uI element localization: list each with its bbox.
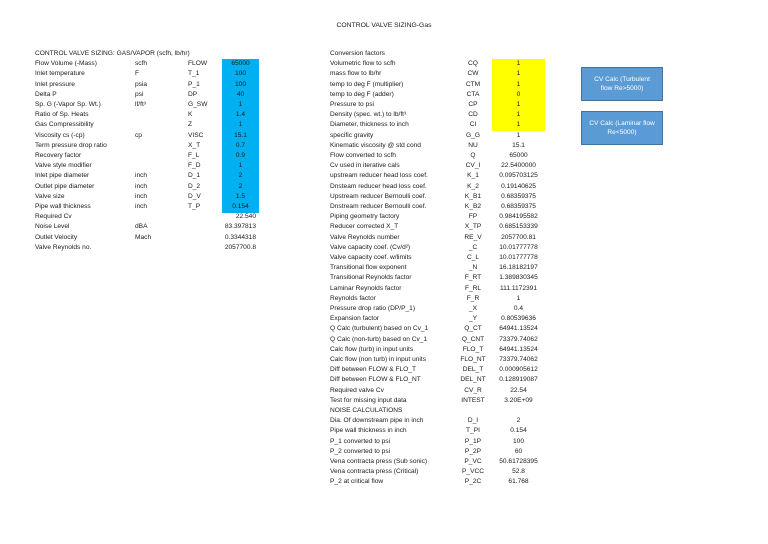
input-value-cell[interactable]: 1 [222, 100, 259, 111]
input-unit: inch [135, 192, 148, 200]
calc-symbol: P_1P [464, 437, 482, 445]
input-row [35, 80, 295, 90]
calc-symbol: T_PI [466, 427, 480, 435]
calc-symbol: FLO_NT [460, 356, 486, 363]
calc-symbol: _N [468, 264, 478, 272]
calc-row [330, 447, 560, 457]
input-row [35, 141, 295, 151]
calc-label: Vena contracta press (Sub sonic) [330, 458, 428, 465]
calc-row [330, 437, 560, 447]
input-unit: cp [135, 131, 142, 139]
calc-symbol [453, 406, 493, 416]
conversion-symbol: CP [468, 101, 478, 108]
conversion-value-cell[interactable]: 1 [492, 120, 545, 131]
input-row [35, 59, 295, 69]
calc-row [330, 284, 560, 294]
calc-value: 64941.13524 [499, 345, 538, 353]
calc-symbol: RE_V [464, 233, 482, 241]
calc-symbol: CV_I [465, 162, 481, 170]
calc-value: 2 [516, 417, 521, 425]
input-unit: psi [135, 90, 144, 98]
input-value-cell[interactable]: 15.1 [222, 131, 259, 142]
conversion-symbol: CQ [468, 60, 478, 68]
input-value-cell[interactable]: 40 [222, 90, 259, 101]
conversion-symbol: CTM [465, 80, 481, 88]
input-value-cell[interactable]: 100 [222, 80, 259, 91]
conversion-value-cell[interactable]: 1 [492, 69, 545, 80]
input-symbol: D_2 [188, 182, 201, 190]
input-row [35, 120, 295, 130]
calc-value: 73379.74062 [499, 356, 538, 363]
input-value-cell[interactable]: 1 [222, 161, 259, 172]
output-unit: Mach [135, 233, 152, 241]
input-value-cell[interactable]: 65000 [222, 59, 259, 70]
input-row [35, 202, 295, 212]
calc-symbol: G_G [466, 131, 480, 139]
input-label: Inlet pressure [35, 80, 75, 88]
calc-symbol: INTEST [461, 396, 485, 404]
calc-row [330, 202, 560, 212]
output-value: 2057700.8 [224, 243, 256, 251]
input-symbol: K [188, 111, 193, 119]
input-label: Ratio of Sp. Heats [35, 111, 89, 119]
calc-symbol: Q_CT [464, 325, 482, 333]
calc-symbol: DEL_T [462, 366, 484, 374]
calc-value: 52.8 [512, 468, 525, 476]
conversion-symbol: CI [469, 121, 477, 129]
calc-label: Dnstream reducer Bernoulli coef. [330, 203, 427, 210]
calc-value: 0.19140625 [501, 182, 536, 190]
calc-symbol: K_B2 [464, 203, 482, 210]
calc-symbol: P_2P [464, 447, 482, 455]
conversion-label: temp to deg F (adder) [330, 90, 394, 98]
input-symbol: T_1 [188, 70, 200, 78]
calc-label: Diff between FLOW & FLO_NT [330, 376, 421, 384]
calc-label: Reducer corrected X_T [330, 223, 399, 231]
calc-row [330, 324, 560, 334]
input-label: Sp. G (-Vapor Sp. Wt.) [35, 101, 101, 108]
calc-value: 64941.13524 [499, 325, 538, 333]
calc-label: Valve capacity coef. w/limits [330, 254, 412, 261]
calc-symbol: F_R [466, 294, 480, 302]
calc-row [330, 171, 560, 181]
input-label: Inlet temperature [35, 70, 85, 78]
calc-label: Calc flow (non turb) in input units [330, 356, 427, 363]
calc-symbol: P_VCC [462, 468, 484, 476]
input-label: Outlet pipe diameter [35, 182, 95, 190]
input-label: Valve style modifier [35, 162, 92, 170]
calc-value: 16.18182197 [499, 264, 538, 272]
calc-symbol: Q [470, 152, 476, 159]
input-value-cell[interactable]: 2 [222, 171, 259, 182]
calc-label: Cv used in iterative cals [330, 162, 400, 170]
calc-label: Required valve Cv [330, 386, 384, 394]
input-symbol: X_T [188, 141, 201, 149]
calc-symbol: FP [468, 213, 478, 221]
input-label: Valve size [35, 192, 65, 200]
conversion-value-cell[interactable]: 1 [492, 80, 545, 91]
calc-row [330, 151, 560, 161]
calc-label: Flow converted to scfh [330, 152, 396, 159]
output-label: Noise Level [35, 223, 70, 231]
calc-label: P_1 converted to psi [330, 437, 391, 445]
conversion-row [330, 80, 560, 90]
input-symbol: DP [188, 90, 198, 98]
conversion-value-cell[interactable]: 1 [492, 100, 545, 111]
calc-symbol: DEL_NT [460, 376, 486, 384]
calc-symbol: X_TP [464, 223, 482, 231]
calc-row [330, 457, 560, 467]
input-symbol: F_D [188, 162, 201, 170]
output-label: Outlet Velocity [35, 233, 78, 241]
calc-label: P_2 at critical flow [330, 478, 384, 486]
output-row [35, 222, 295, 232]
conversion-label: Density (spec. wt.) to lb/ft³ [330, 111, 407, 119]
conversion-row [330, 69, 560, 79]
conversion-row [330, 90, 560, 100]
calc-label: P_2 converted to psi [330, 447, 391, 455]
calc-value: 65000 [509, 152, 528, 159]
calc-row [330, 192, 560, 202]
calc-row [330, 477, 560, 487]
calc-row [330, 131, 560, 141]
input-row [35, 90, 295, 100]
conversion-symbol: CTA [466, 90, 480, 98]
calc-label: Valve capacity coef. (Cv/d²) [330, 243, 411, 251]
calc-value: 10.01777778 [499, 254, 538, 261]
calc-symbol: _Y [468, 315, 478, 323]
calc-symbol: K_B1 [464, 192, 482, 200]
input-row [35, 161, 295, 171]
calc-label: upstream reducer head loss coef. [330, 172, 428, 180]
calc-row [330, 141, 560, 151]
input-label: Recovery factor [35, 152, 82, 159]
input-row [35, 110, 295, 120]
calc-label: Transitional Reynolds factor [330, 274, 412, 282]
input-value-cell[interactable]: 2 [222, 182, 259, 193]
calc-row [330, 243, 560, 253]
calc-symbol: C_L [466, 254, 480, 261]
calc-symbol: K_2 [467, 182, 479, 190]
left-table-header: CONTROL VALVE SIZING: GAS/VAPOR (scfh, lb/hr) [35, 50, 190, 57]
calc-label: Dia. Of downstream pipe in inch [330, 417, 424, 425]
calc-label: Pressure drop ratio (DP/P_1) [330, 305, 416, 312]
calc-row [330, 335, 560, 345]
conversion-row [330, 100, 560, 110]
input-value-cell[interactable]: 0.7 [222, 141, 259, 152]
calc-row [330, 273, 560, 283]
input-row [35, 100, 295, 110]
calc-label: Q Calc (turbulent) based on Cv_1 [330, 325, 429, 333]
input-unit: inch [135, 182, 148, 190]
input-label: Inlet pipe diameter [35, 172, 90, 180]
conversion-row [330, 120, 560, 130]
conversion-label: Diameter, thickness to inch [330, 121, 409, 129]
calc-row [330, 365, 560, 375]
output-row [35, 233, 295, 243]
calc-label: Pipe wall thickness in inch [330, 427, 407, 435]
calc-row [330, 222, 560, 232]
cv-calc-laminar-button[interactable]: CV Calc (Laminar flow Re<5000) [581, 111, 663, 145]
calc-symbol: F_RL [464, 284, 482, 292]
calc-value: 0.128919087 [499, 376, 538, 384]
input-value-cell[interactable]: 1.4 [222, 110, 259, 121]
calc-value: 50.61728395 [499, 458, 538, 465]
conversion-row [330, 110, 560, 120]
calc-value: 3.20E+09 [504, 396, 533, 404]
calc-value: 0.154 [510, 427, 527, 435]
conversion-symbol: CW [467, 70, 479, 78]
calc-label: specific gravity [330, 131, 374, 139]
conversion-label: mass flow to lb/hr [330, 70, 382, 78]
calc-value: 2057700.81 [501, 233, 536, 241]
input-unit: lf/ft³ [135, 101, 146, 108]
calc-value: 1 [516, 294, 521, 302]
calc-label: Valve Reynolds number [330, 233, 400, 241]
calc-row [330, 375, 560, 385]
input-symbol: T_P [188, 203, 201, 210]
calc-value: 111.1172391 [499, 284, 538, 292]
input-unit: psia [135, 80, 148, 88]
conversion-value-cell[interactable]: 1 [492, 110, 545, 121]
calc-label: Reynolds factor [330, 294, 376, 302]
input-unit: inch [135, 172, 148, 180]
calc-row [330, 263, 560, 273]
calc-label: Expansion factor [330, 315, 380, 323]
calc-value: 0.685153339 [499, 223, 538, 231]
input-label: Viscosity cs (-cp) [35, 131, 85, 139]
calc-value: 73379.74062 [499, 335, 538, 343]
calc-row [330, 304, 560, 314]
output-value: 22.540 [235, 213, 256, 221]
calc-row [330, 253, 560, 263]
calc-label: Kinematic viscosity @ std cond [330, 141, 421, 149]
conversion-label: Volumetric flow to scfh [330, 60, 396, 68]
calc-value: 100 [512, 437, 524, 445]
calc-row [330, 212, 560, 222]
calc-row [330, 355, 560, 365]
conversion-label: Pressure to psi [330, 101, 374, 108]
calc-row [330, 233, 560, 243]
calc-row [330, 426, 560, 436]
input-symbol: D_V [188, 192, 201, 200]
output-label: Valve Reynolds no. [35, 243, 92, 251]
calc-value: 1 [516, 131, 521, 139]
input-row [35, 171, 295, 181]
conversion-row [330, 59, 560, 69]
calc-symbol: K_1 [467, 172, 479, 180]
calc-row [330, 396, 560, 406]
calc-row [330, 416, 560, 426]
calc-row [330, 161, 560, 171]
calc-value [492, 406, 545, 416]
calc-row [330, 386, 560, 396]
output-value: 83.397813 [224, 223, 256, 231]
input-value-cell[interactable]: 1 [222, 120, 259, 131]
input-value-cell[interactable]: 100 [222, 69, 259, 80]
calc-label: Upstream reducer Bernoulli coef. [330, 192, 427, 200]
input-symbol: FLOW [188, 60, 208, 68]
input-label: Delta P [35, 90, 57, 98]
calc-value: 0.4 [513, 305, 524, 312]
calc-symbol: P_2C [464, 478, 482, 486]
output-label: Required Cv [35, 213, 72, 221]
calc-symbol: CV_R [464, 386, 482, 394]
output-row [35, 212, 295, 222]
calc-label: Vena contracta press (Critical) [330, 468, 419, 476]
calc-value: 0.095703125 [499, 172, 538, 180]
calc-value: 1.389830345 [499, 274, 538, 282]
input-unit: inch [135, 203, 148, 210]
calc-value: 22.5400000 [501, 162, 536, 170]
calc-row [330, 294, 560, 304]
input-symbol: F_L [188, 152, 200, 159]
calc-symbol: P_VC [464, 458, 482, 465]
input-row [35, 151, 295, 161]
input-symbol: G_SW [188, 101, 208, 108]
calc-label: Dnsteam reducer head loss coef. [330, 182, 427, 190]
input-label: Flow Volume (-Mass) [35, 60, 97, 68]
input-label: Pipe wall thickness [35, 203, 91, 210]
calc-symbol: FLO_T [462, 345, 484, 353]
conversion-value-cell[interactable]: 0 [492, 90, 545, 101]
calc-label: Laminar Reynolds factor [330, 284, 402, 292]
section-heading [330, 406, 560, 416]
right-table-header: Conversion factors [330, 50, 385, 57]
calc-symbol: _C [468, 243, 478, 251]
input-row [35, 69, 295, 79]
calc-symbol: F_RT [464, 274, 482, 282]
calc-value: 22.54 [510, 386, 527, 394]
input-label: Term pressure drop ratio [35, 141, 107, 149]
calc-row [330, 345, 560, 355]
calc-label: Q Calc (non-turb) based on Cv_1 [330, 335, 428, 343]
calc-label: Piping geometry factory [330, 213, 400, 221]
conversion-value-cell[interactable]: 1 [492, 59, 545, 70]
cv-calc-turbulent-button[interactable]: CV Calc (Turbulent flow Re>5000) [581, 67, 663, 101]
input-value-cell[interactable]: 0.9 [222, 151, 259, 162]
calc-label: Test for missing input data [330, 396, 407, 404]
calc-value: 0.68359375 [501, 203, 536, 210]
conversion-symbol: CD [468, 111, 478, 119]
conversion-label: temp to deg F (multiplier) [330, 80, 404, 88]
input-label: Gas Compressibility [35, 121, 94, 129]
calc-value: 10.01777778 [499, 243, 538, 251]
input-symbol: VISC [188, 131, 204, 139]
calc-label: Diff between FLOW & FLO_T [330, 366, 416, 374]
calc-symbol: D_I [467, 417, 479, 425]
output-unit: dBA [135, 223, 148, 231]
calc-value: 0.80539636 [501, 315, 536, 323]
calc-symbol: NU [468, 141, 478, 149]
output-value: 0.3344318 [224, 233, 256, 241]
calc-value: 0.68359375 [501, 192, 536, 200]
calc-value: 0.000905612 [499, 366, 538, 374]
input-row [35, 131, 295, 141]
calc-row [330, 182, 560, 192]
calc-value: 60 [514, 447, 523, 455]
calc-label: NOISE CALCULATIONS [330, 407, 403, 414]
input-value-cell[interactable]: 1.5 [222, 192, 259, 203]
page-title: CONTROL VALVE SIZING-Gas [336, 22, 432, 29]
input-row [35, 182, 295, 192]
calc-label: Calc flow (turb) in input units [330, 345, 414, 353]
calc-symbol: Q_CNT [461, 335, 485, 343]
calc-value: 15.1 [512, 141, 525, 149]
input-symbol: Z [188, 121, 193, 129]
input-row [35, 192, 295, 202]
calc-row [330, 467, 560, 477]
calc-value: 61.768 [508, 478, 529, 486]
input-unit: F [135, 70, 140, 78]
input-symbol: P_1 [188, 80, 200, 88]
input-symbol: D_1 [188, 172, 201, 180]
input-value-cell[interactable]: 0.154 [222, 202, 259, 213]
calc-value: 0.984195582 [499, 213, 538, 221]
calc-symbol: _X [468, 305, 478, 312]
output-row [35, 243, 295, 253]
calc-label: Transitional flow exponent [330, 264, 407, 272]
input-unit: scfh [135, 60, 148, 68]
calc-row [330, 314, 560, 324]
